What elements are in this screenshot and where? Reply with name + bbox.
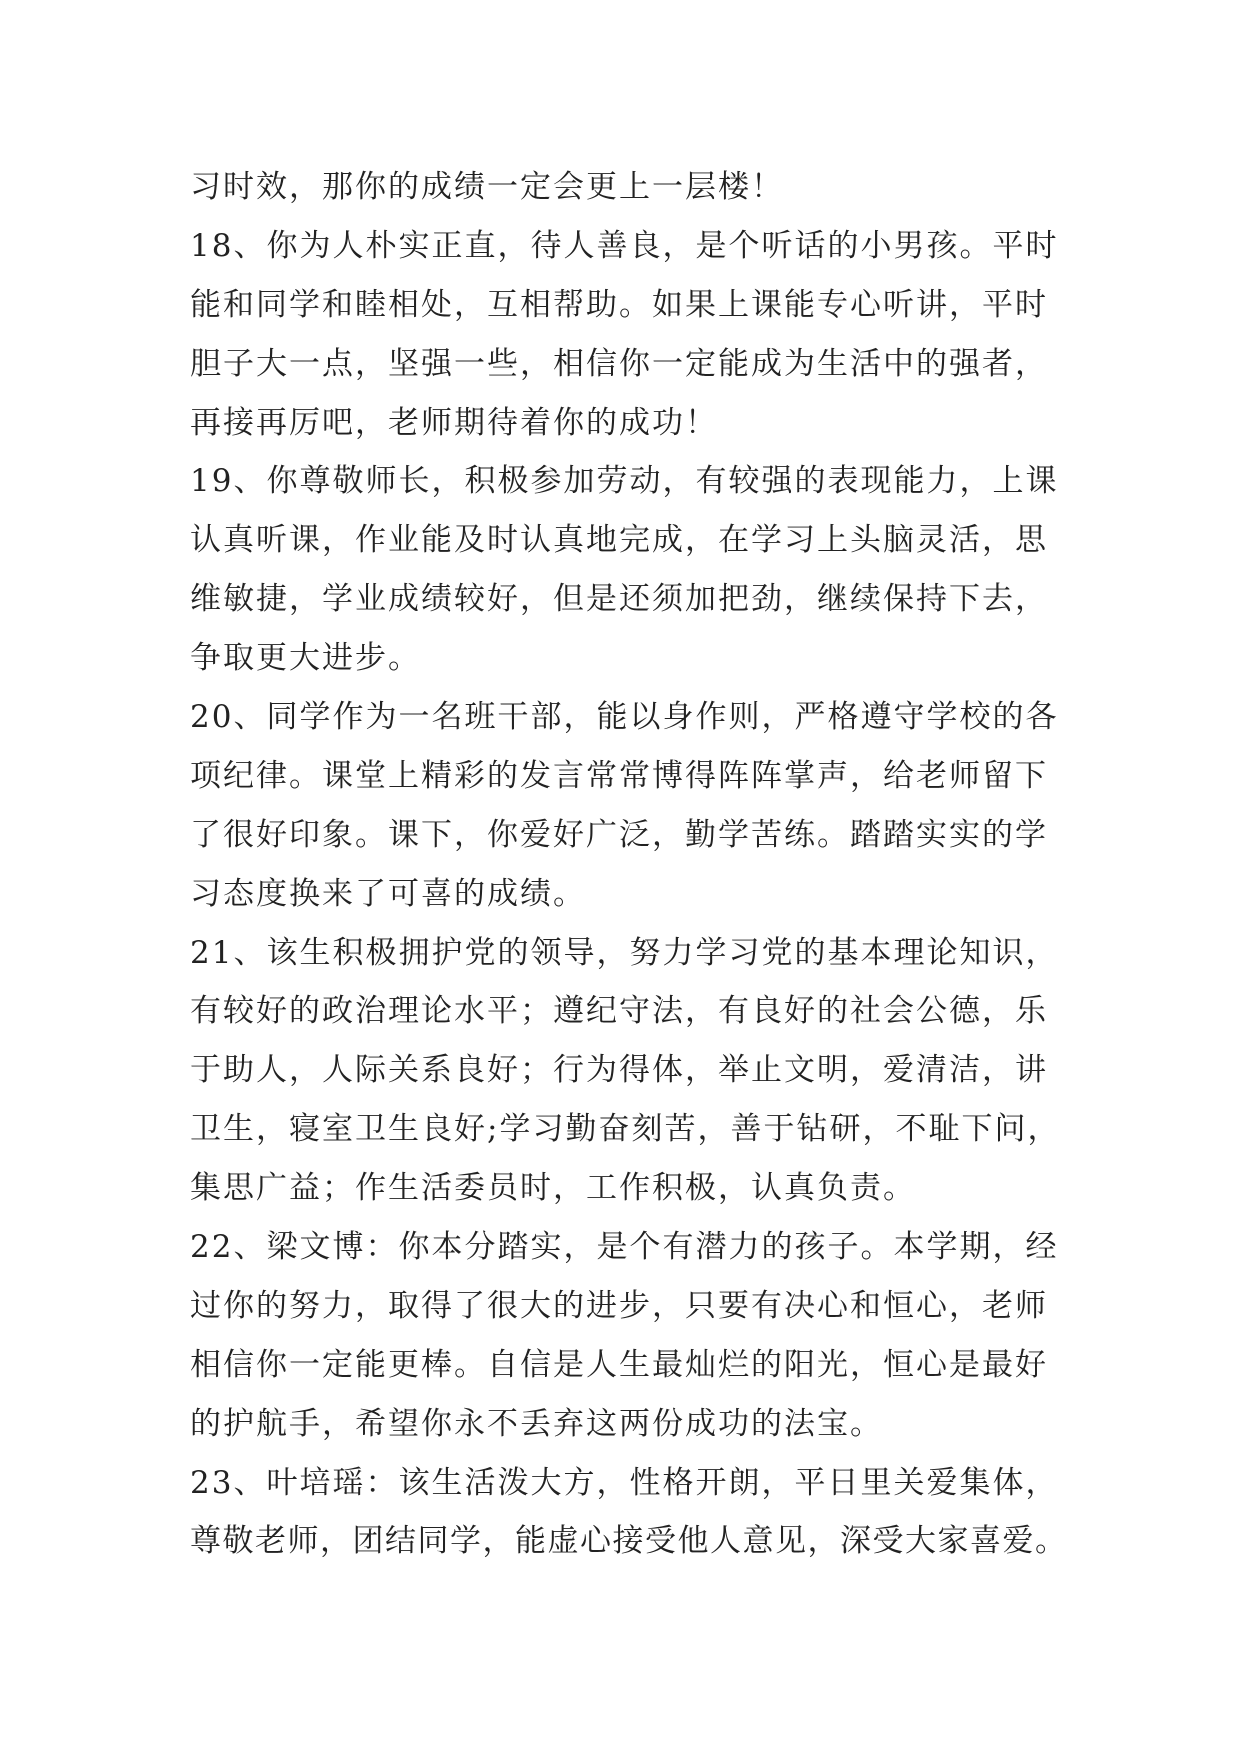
text-line: 于助人，人际关系良好；行为得体，举止文明，爱清洁，讲: [190, 1052, 1048, 1089]
text-line: 21、该生积极拥护党的领导，努力学习党的基本理论知识，: [190, 934, 1059, 971]
text-line: 胆子大一点，坚强一些，相信你一定能成为生活中的强者，: [190, 345, 1048, 382]
text-line: 卫生，寝室卫生良好;学习勤奋刻苦，善于钻研，不耻下问，: [190, 1111, 1061, 1148]
text-line: 能和同学和睦相处，互相帮助。如果上课能专心听讲，平时: [190, 286, 1048, 323]
text-line: 认真听课，作业能及时认真地完成，在学习上头脑灵活，思: [190, 522, 1048, 559]
text-line: 23、叶培瑶：该生活泼大方，性格开朗，平日里关爱集体，: [190, 1464, 1059, 1501]
text-line: 了很好印象。课下，你爱好广泛，勤学苦练。踏踏实实的学: [190, 816, 1048, 853]
text-line: 再接再厉吧，老师期待着你的成功！: [190, 404, 718, 441]
text-line: 项纪律。课堂上精彩的发言常常博得阵阵掌声，给老师留下: [190, 757, 1048, 794]
text-line: 尊敬老师，团结同学，能虚心接受他人意见，深受大家喜爱。: [190, 1523, 1068, 1560]
text-line: 18、你为人朴实正直，待人善良，是个听话的小男孩。平时: [190, 227, 1059, 264]
text-line: 有较好的政治理论水平；遵纪守法，有良好的社会公德，乐: [190, 993, 1048, 1030]
text-line: 过你的努力，取得了很大的进步，只要有决心和恒心，老师: [190, 1287, 1048, 1324]
text-line: 维敏捷，学业成绩较好，但是还须加把劲，继续保持下去，: [190, 581, 1048, 618]
text-line: 集思广益；作生活委员时，工作积极，认真负责。: [190, 1170, 916, 1207]
text-line: 的护航手，希望你永不丢弃这两份成功的法宝。: [190, 1405, 883, 1442]
text-line: 相信你一定能更棒。自信是人生最灿烂的阳光，恒心是最好: [190, 1346, 1048, 1383]
text-line: 争取更大进步。: [190, 640, 421, 677]
text-line: 习态度换来了可喜的成绩。: [190, 875, 586, 912]
text-line: 20、同学作为一名班干部，能以身作则，严格遵守学校的各: [190, 699, 1059, 736]
document-body: [190, 158, 1070, 1571]
text-line: 习时效，那你的成绩一定会更上一层楼！: [190, 169, 784, 205]
text-line: 19、你尊敬师长，积极参加劳动，有较强的表现能力，上课: [190, 463, 1059, 500]
text-line: 22、梁文博：你本分踏实，是个有潜力的孩子。本学期，经: [190, 1229, 1059, 1266]
